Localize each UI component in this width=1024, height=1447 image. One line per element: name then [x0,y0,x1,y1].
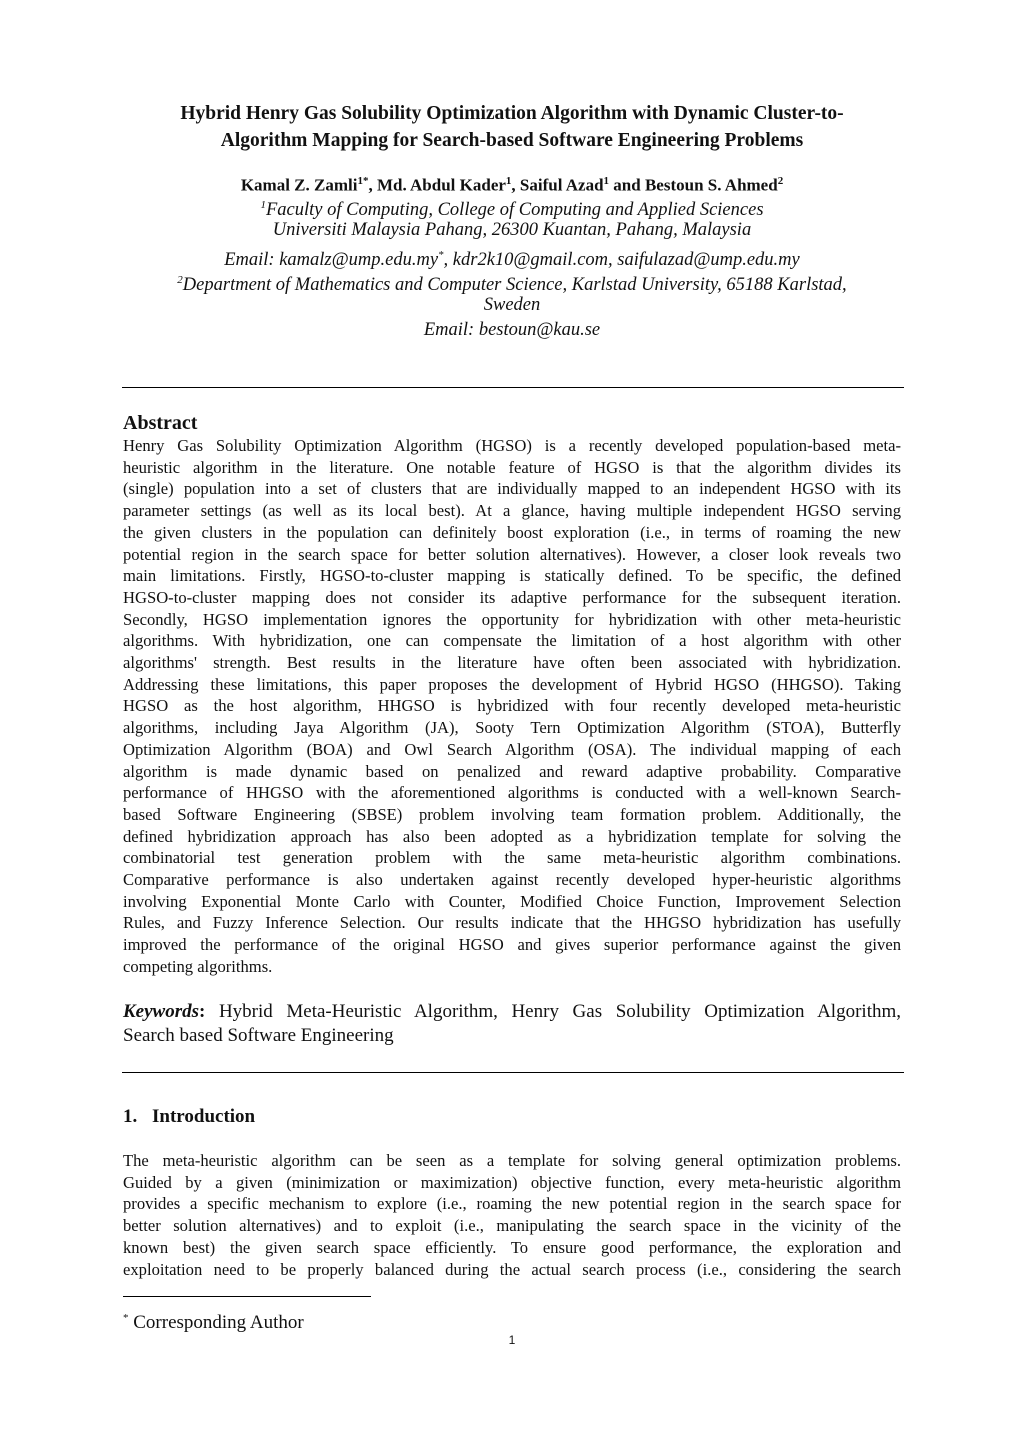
introduction-line: better solution alternatives) and to exploit (i.e., manipulating the search space in the vicinity of the [123,1216,901,1236]
page-number: 1 [508,1333,516,1347]
keywords-line: Search based Software Engineering [123,1025,394,1046]
paper-title [110,100,914,154]
abstract-line: parameter settings (as well as its local best). At a glance, having multiple independent HGSO serving [123,501,901,521]
keywords-label: Keywords [123,1001,199,1022]
footnote-mark: * [123,1312,129,1324]
abstract-line: potential region in the search space for better solution alternatives). However, a closer look reveals two [123,544,901,564]
abstract-line: algorithms' strength. Best results in the literature have often been associated with hybridization. [123,653,901,672]
author-name: Bestoun S. Ahmed [644,175,778,195]
section-divider [122,1072,904,1073]
abstract-line: algorithms, including Jaya Algorithm (JA), Sooty Tern Optimization Algorithm (STOA), Butterfly [123,718,901,738]
affiliation-2-country: Sweden [483,295,541,315]
affiliation-mark: 2 [177,274,183,286]
keywords-line [123,1000,901,1024]
abstract-line: Optimization Algorithm (BOA) and Owl Search Algorithm (OSA). The individual mapping of each [123,739,901,759]
abstract-line: Comparative performance is also undertaken against recently developed hyper-heuristic algorithms [123,870,901,889]
author-affiliation-mark: 1 [505,175,512,187]
email-text: , kdr2k10@gmail.com, saifulazad@ump.edu.my [443,250,800,271]
author-name: Md. Abdul Kader [376,175,506,195]
abstract-line: heuristic algorithm in the literature. One notable feature of HGSO is that the algorithm divides its [123,457,901,477]
affiliation-2-email: Email: bestoun@kau.se [423,320,601,340]
introduction-line: Guided by a given (minimization or maximization) objective function, every meta-heuristic algorithm [123,1172,901,1192]
abstract-line: algorithm is made dynamic based on penalized and reward adaptive probability. Comparative [123,761,901,781]
affiliation-text: Department of Mathematics and Computer Science, Karlstad University, 65188 Karlstad, [182,275,847,296]
abstract-line: improved the performance of the original HGSO and gives superior performance against the given [123,935,901,955]
abstract-line: combinatorial test generation problem with the same meta-heuristic algorithm combinations. [123,848,901,868]
abstract-heading: Abstract [123,412,198,434]
footnote-text: Corresponding Author [133,1312,304,1333]
abstract-line: the given clusters in the population can definitely boost exploration (i.e., in terms of roaming the new [123,522,901,542]
introduction-line: provides a specific mechanism to explore (i.e., roaming the new potential region in the search space for [123,1194,901,1214]
abstract-line: Addressing these limitations, this paper proposes the development of Hybrid HGSO (HHGSO). Taking [123,674,901,694]
author-list: Kamal Z. Zamli$^{1*}$, Md. Abdul Kader$^1$, Saiful Azad$^1$ and Bestoun S. Ahmed$^2$ [240,175,784,195]
abstract-line: competing algorithms. [123,956,273,976]
affiliation-text: Faculty of Computing, College of Computing and Applied Sciences [265,200,764,221]
abstract-line: (single) population into a set of clusters that are individually mapped to an independent HGSO with its [123,479,901,499]
abstract-line: HGSO-to-cluster mapping does not consider its adaptive performance for the subsequent iteration. [123,587,901,607]
abstract-line: algorithms. With hybridization, one can compensate the limitation of a host algorithm with other [123,631,901,651]
footnote-separator [123,1296,371,1297]
author-name: Kamal Z. Zamli [240,175,358,195]
section-divider [122,387,904,388]
author-name: Saiful Azad [519,175,604,195]
footnote [123,1306,304,1335]
title-line: Algorithm Mapping for Search-based Software Engineering Problems [220,130,804,151]
abstract-line: involving Exponential Monte Carlo with Counter, Modified Choice Function, Improvement Selection [123,891,901,911]
affiliation-mark: 1 [260,199,266,211]
abstract-line: based Software Engineering (SBSE) problem involving team formation problem. Additionally, the [123,804,901,824]
introduction-line: known best) the given search space efficiently. To ensure good performance, the exploration and [123,1237,901,1257]
introduction-line: The meta-heuristic algorithm can be seen as a template for solving general optimization problems. [123,1151,901,1170]
abstract-line: performance of HHGSO with the aforementioned algorithms is conducted with a well-known Search- [123,783,901,803]
author-affiliation-mark: 1* [357,175,369,187]
section-number: 1. [123,1106,138,1127]
abstract-line: Secondly, HGSO implementation ignores the opportunity for hybridization with other meta-heuristic [123,609,901,629]
author-affiliation-mark: 1 [603,175,610,187]
abstract-line: Henry Gas Solubility Optimization Algorithm (HGSO) is a recently developed population-based meta- [123,436,901,455]
affiliation-1-address: Universiti Malaysia Pahang, 26300 Kuantan, Pahang, Malaysia [272,220,752,240]
section-title: Introduction [152,1106,256,1127]
title-line: Hybrid Henry Gas Solubility Optimization Algorithm with Dynamic Cluster-to- [180,103,844,124]
keywords-text: Hybrid Meta-Heuristic Algorithm, Henry Gas Solubility Optimization Algorithm, [218,1001,901,1022]
abstract-line: main limitations. Firstly, HGSO-to-cluster mapping is statically defined. To be specific, the defined [123,566,901,586]
introduction-line: exploitation need to be properly balanced during the actual search process (i.e., considering the search [123,1259,901,1279]
author-affiliation-mark: 2 [777,175,784,187]
abstract-line: HGSO as the host algorithm, HHGSO is hybridized with four recently developed meta-heuristic [123,696,901,716]
abstract-line: Rules, and Fuzzy Inference Selection. Our results indicate that the HHGSO hybridization has usefully [123,913,901,933]
section-heading-introduction [123,1105,255,1129]
abstract-line: defined hybridization approach has also been adopted as a hybridization template for solving the [123,826,901,846]
keywords-colon: : [199,1001,206,1022]
email-text: Email: kamalz@ump.edu.my [224,250,439,271]
corresponding-mark: * [438,249,444,261]
